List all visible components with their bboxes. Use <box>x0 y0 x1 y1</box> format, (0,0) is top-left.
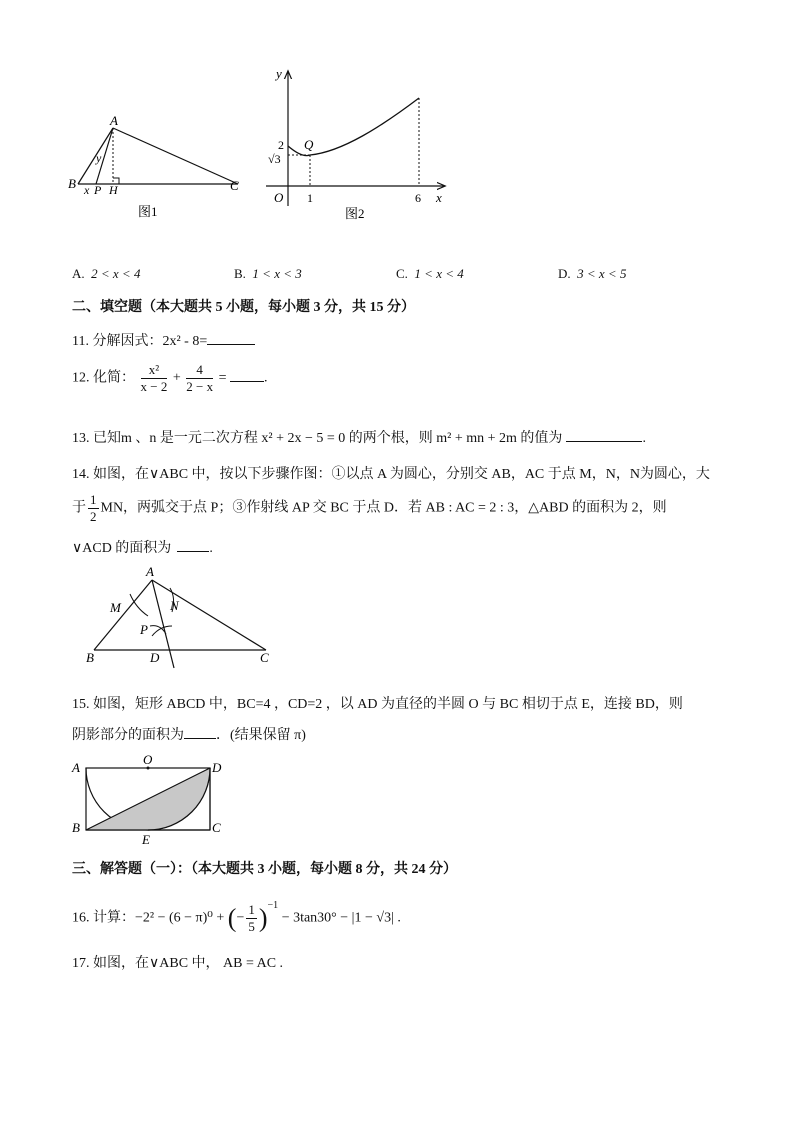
question-13 <box>72 427 646 447</box>
fig2-y-axis-label: y <box>276 66 282 81</box>
q14-fraction <box>88 492 99 525</box>
option-c-text: 1 < x < 4 <box>414 266 464 281</box>
q16-suffix: − 3tan30° − |1 − √3| . <box>281 910 401 926</box>
q14-line3-text: ∨ACD 的面积为 <box>72 541 172 556</box>
q13-blank <box>566 429 642 442</box>
q16-frac-den: 5 <box>248 919 255 934</box>
fig1-label-C: C <box>230 178 239 193</box>
q14-line-3 <box>72 537 213 557</box>
question-11 <box>72 330 255 350</box>
q14-frac-den: 2 <box>90 509 97 524</box>
fig15-label-A: A <box>72 760 80 775</box>
option-a <box>72 266 140 282</box>
section-3-title: 三、解答题（一）：（本大题共 3 小题，每小题 8 分，共 24 分） <box>72 862 457 877</box>
fig2-caption: 图2 <box>345 206 365 221</box>
q12-end: . <box>264 370 268 386</box>
option-b-letter: B. <box>234 266 246 281</box>
fig1-label-A: A <box>110 113 118 128</box>
q11-blank <box>207 332 255 345</box>
fig2-q-label: Q <box>304 137 314 152</box>
fig14-label-C: C <box>260 650 269 665</box>
option-a-text: 2 < x < 4 <box>91 266 141 281</box>
q12-equals: = <box>218 370 227 386</box>
q14-frac-num: 1 <box>90 492 97 507</box>
q12-plus: + <box>172 370 181 386</box>
question-17: 17. 如图，在∨ABC 中， AB = AC . <box>72 956 284 971</box>
question-12 <box>72 362 268 395</box>
q14-blank <box>177 539 209 552</box>
q12-fraction-1 <box>141 362 168 395</box>
fig15-label-B: B <box>72 820 80 835</box>
fig14-label-D: D <box>150 650 160 665</box>
q15-end: ．(结果保留 π) <box>216 728 306 743</box>
q15-line-1: 15. 如图，矩形 ABCD 中，BC=4 ，CD=2 ，以 AD 为直径的半圆 O 与 BC 相切于点 E，连接 BD，则 <box>72 697 683 712</box>
section-2-title: 二、填空题（本大题共 5 小题，每小题 3 分，共 15 分） <box>72 300 415 315</box>
figure-q14 <box>84 564 284 670</box>
q11-text: 11. 分解因式：2x² - 8= <box>72 334 208 349</box>
q16-left-paren: ( <box>227 903 237 933</box>
q12-f1-num: x² <box>141 362 168 379</box>
fig2-x-axis-label: x <box>436 190 442 205</box>
fig1-label-x: x <box>84 183 90 197</box>
q13-end: . <box>642 431 646 446</box>
fig15-label-E: E <box>142 832 150 846</box>
option-d <box>558 266 626 282</box>
option-c-letter: C. <box>396 266 408 281</box>
q14-line-1: 14. 如图，在∨ABC 中，按以下步骤作图：①以点 A 为圆心，分别交 AB，AC 于点 M，N，N为圆心，大 <box>72 467 710 482</box>
option-a-letter: A. <box>72 266 85 281</box>
q14-line2-post: MN，两弧交于点 P；③作射线 AP 交 BC 于点 D．若 AB : AC = 2 : 3，△ABD 的面积为 2，则 <box>100 500 667 516</box>
fig2-tick-sqrt3: √3 <box>268 152 281 166</box>
fig1-label-P: P <box>94 183 102 197</box>
q15-line2-text: 阴影部分的面积为 <box>72 728 184 743</box>
fig15-label-D: D <box>212 760 222 775</box>
option-d-letter: D. <box>558 266 571 281</box>
q12-f2-num: 4 <box>186 362 213 379</box>
fig2-origin-label: O <box>274 190 284 205</box>
fig1-caption: 图1 <box>138 204 158 219</box>
figure-2 <box>262 66 458 226</box>
fig14-label-B: B <box>86 650 94 665</box>
option-c <box>396 266 464 282</box>
figure-1 <box>66 112 256 224</box>
fig14-label-N: N <box>170 598 179 613</box>
fig1-label-H: H <box>109 183 118 197</box>
q16-frac-num: 1 <box>248 902 255 917</box>
fig1-label-y: y <box>96 151 102 165</box>
fig2-tick-2: 2 <box>278 138 284 152</box>
fig14-label-P: P <box>140 622 148 637</box>
q15-line-2 <box>72 724 306 744</box>
q16-exponent: −1 <box>267 900 279 912</box>
q12-blank <box>230 369 264 382</box>
fig14-label-A: A <box>146 564 154 579</box>
option-b-text: 1 < x < 3 <box>252 266 302 281</box>
q12-fraction-2 <box>186 362 213 395</box>
fig15-label-C: C <box>212 820 221 835</box>
option-b <box>234 266 302 282</box>
fig1-label-B: B <box>68 176 76 191</box>
figure-q15 <box>70 750 230 846</box>
q16-right-paren: ) <box>258 903 268 933</box>
q12-f1-den: x − 2 <box>140 379 168 394</box>
q16-prefix: 16. 计算：−2² − (6 − π)⁰ + <box>72 910 225 926</box>
q15-blank <box>184 726 216 739</box>
q14-line2-pre: 于 <box>72 500 86 516</box>
fig2-tick-1: 1 <box>307 191 313 205</box>
q16-fraction <box>246 902 257 935</box>
q12-f2-den: 2 − x <box>186 379 214 394</box>
q14-line-2 <box>72 492 667 525</box>
q16-minus: − <box>236 910 245 926</box>
fig15-label-O: O <box>143 752 153 767</box>
option-d-text: 3 < x < 5 <box>577 266 627 281</box>
fig2-tick-6: 6 <box>415 191 421 205</box>
fig14-label-M: M <box>110 600 121 615</box>
q12-prefix: 12. 化简： <box>72 370 135 386</box>
q13-text: 13. 已知m 、n 是一元二次方程 x² + 2x − 5 = 0 的两个根，则 m² + mn + 2m 的值为 <box>72 431 563 446</box>
question-16 <box>72 902 401 935</box>
q14-end: . <box>209 541 213 556</box>
